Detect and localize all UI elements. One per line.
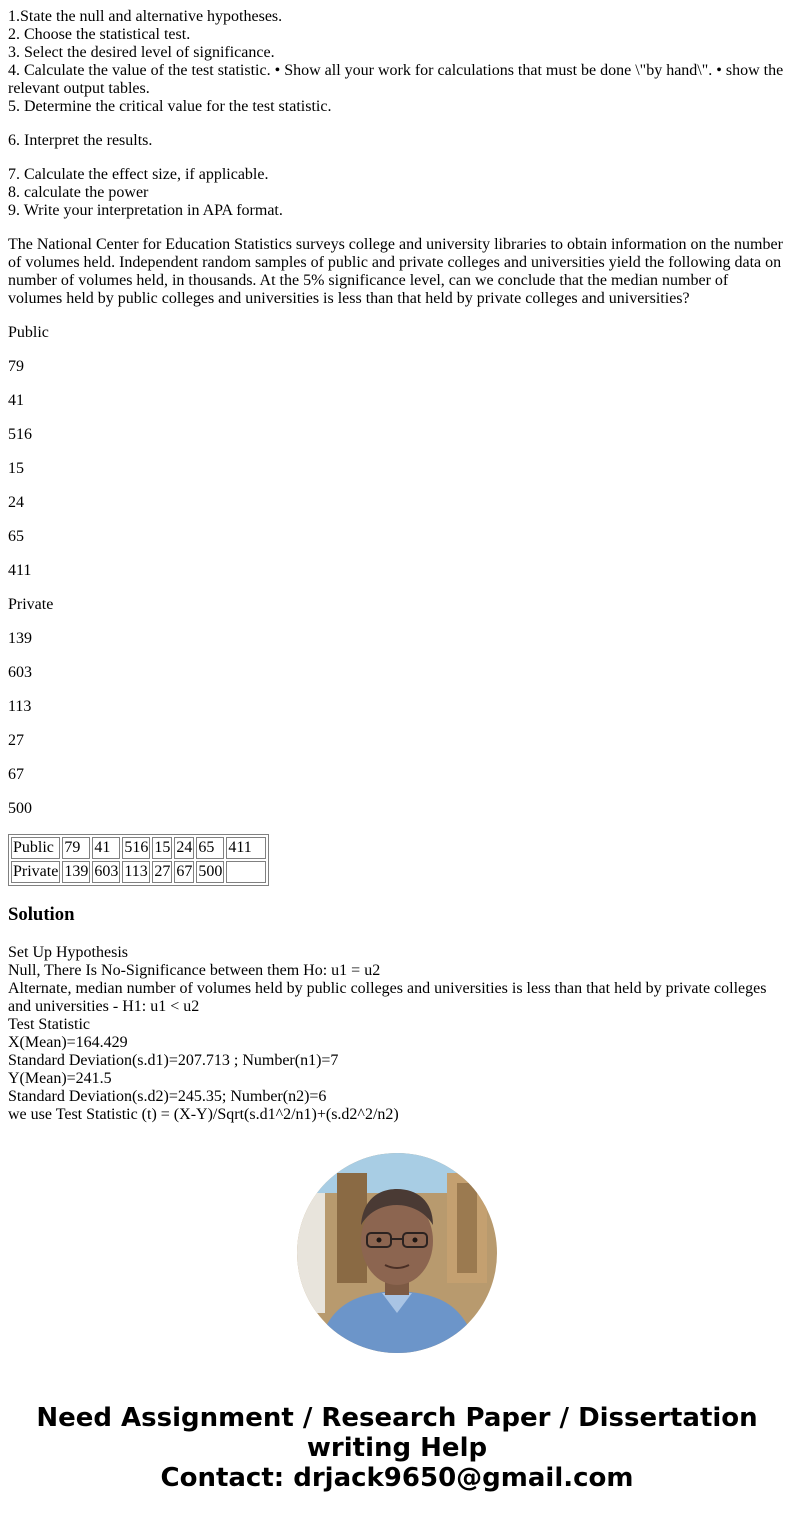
step-5: 5. Determine the critical value for the test statistic. <box>8 98 332 115</box>
solution-line: X(Mean)=164.429 <box>8 1034 128 1051</box>
step-9: 9. Write your interpretation in APA format. <box>8 202 283 219</box>
table-cell: 65 <box>196 837 224 859</box>
step-3: 3. Select the desired level of significance. <box>8 44 275 61</box>
solution-heading: Solution <box>8 904 75 925</box>
private-value: 139 <box>8 630 32 647</box>
promo-contact: Contact: drjack9650@gmail.com <box>160 1463 634 1493</box>
step-7: 7. Calculate the effect size, if applicable. <box>8 166 269 183</box>
step-4: 4. Calculate the value of the test statistic. • Show all your work for calculations that must be done \"by hand\". • show the relevant output tables. <box>8 62 784 97</box>
table-cell: Private <box>11 861 60 883</box>
private-value: 500 <box>8 800 32 817</box>
page-content <box>8 8 786 1124</box>
table-cell: 15 <box>152 837 172 859</box>
solution-line: we use Test Statistic (t) = (X-Y)/Sqrt(s.d1^2/n1)+(s.d2^2/n2) <box>8 1106 399 1123</box>
solution-line: Set Up Hypothesis <box>8 944 128 961</box>
table-row <box>11 861 266 883</box>
table-cell: 603 <box>92 861 120 883</box>
public-value: 15 <box>8 460 24 477</box>
solution-line: Alternate, median number of volumes held by public colleges and universities is less than that held by private colleges and universities - H1: u1 < u2 <box>8 980 767 1015</box>
private-label: Private <box>8 596 54 613</box>
solution-line: Standard Deviation(s.d2)=245.35; Number(n2)=6 <box>8 1088 327 1105</box>
public-value: 24 <box>8 494 24 511</box>
private-values-list <box>8 596 786 818</box>
solution-line: Null, There Is No-Significance between them Ho: u1 = u2 <box>8 962 381 979</box>
table-cell: 27 <box>152 861 172 883</box>
step-1: 1.State the null and alternative hypotheses. <box>8 8 283 25</box>
promo-line: Need Assignment / Research Paper / Dissertation <box>36 1403 758 1433</box>
table-cell <box>226 861 266 883</box>
author-portrait-image <box>297 1153 497 1353</box>
public-value: 79 <box>8 358 24 375</box>
private-value: 27 <box>8 732 24 749</box>
private-value: 113 <box>8 698 32 715</box>
table-cell: 79 <box>62 837 90 859</box>
step-8: 8. calculate the power <box>8 184 149 201</box>
author-avatar <box>297 1153 497 1353</box>
public-value: 411 <box>8 562 32 579</box>
table-cell: 67 <box>174 861 194 883</box>
step-2: 2. Choose the statistical test. <box>8 26 191 43</box>
public-label: Public <box>8 324 49 341</box>
solution-body <box>8 944 786 1124</box>
promo-banner <box>0 1403 794 1493</box>
solution-line: Y(Mean)=241.5 <box>8 1070 112 1087</box>
problem-statement: The National Center for Education Statistics surveys college and university libraries to obtain information on the number of volumes held. Independent random samples of public and private colleges and universities yield the following data on number of volumes held, in thousands. At the 5% significance level, can we conclude that the median number of volumes held by public colleges and universities is less than that held by private colleges and universities? <box>8 236 783 307</box>
solution-line: Standard Deviation(s.d1)=207.713 ; Number(n1)=7 <box>8 1052 339 1069</box>
table-cell: 24 <box>174 837 194 859</box>
private-value: 603 <box>8 664 32 681</box>
public-value: 41 <box>8 392 24 409</box>
public-values-list <box>8 324 786 580</box>
steps-list <box>8 8 786 116</box>
steps-7-to-9 <box>8 166 786 220</box>
table-cell: 113 <box>122 861 150 883</box>
table-cell: 500 <box>196 861 224 883</box>
table-cell: 139 <box>62 861 90 883</box>
promo-line: writing Help <box>306 1433 488 1463</box>
table-row <box>11 837 266 859</box>
volumes-table <box>8 834 269 886</box>
public-value: 65 <box>8 528 24 545</box>
table-cell: Public <box>11 837 60 859</box>
table-cell: 411 <box>226 837 266 859</box>
table-cell: 41 <box>92 837 120 859</box>
solution-line: Test Statistic <box>8 1016 90 1033</box>
private-value: 67 <box>8 766 24 783</box>
table-cell: 516 <box>122 837 150 859</box>
step-6: 6. Interpret the results. <box>8 132 153 149</box>
public-value: 516 <box>8 426 32 443</box>
